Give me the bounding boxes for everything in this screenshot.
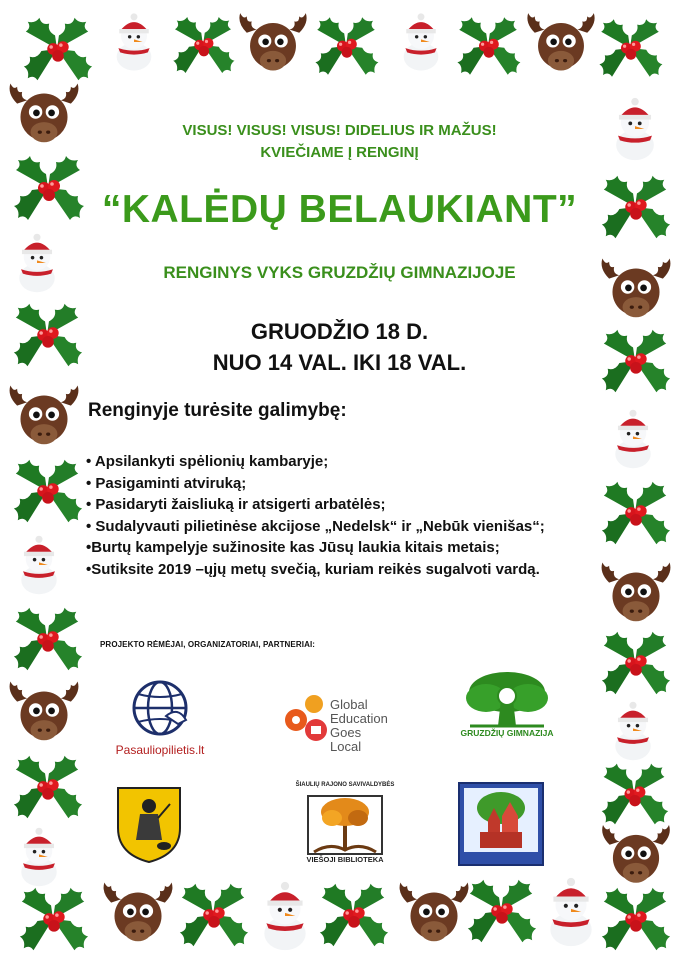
snowman-icon xyxy=(540,870,602,954)
list-item: •Burtų kampelyje sužinosite kas Jūsų laukia kitais metais; xyxy=(86,539,500,556)
list-item: • Apsilankyti spėlionių kambaryje; xyxy=(86,453,329,470)
geg-emblem-icon xyxy=(282,690,330,746)
geg-text xyxy=(330,698,388,754)
event-title: “KALĖDŲ BELAUKIANT” xyxy=(101,188,578,231)
holly-icon xyxy=(8,452,86,530)
holly-icon xyxy=(168,10,238,80)
moose-icon xyxy=(96,876,180,946)
pasauliopilietis-caption: Pasauliopilietis.lt xyxy=(115,743,205,757)
moose-icon xyxy=(520,8,602,74)
moose-icon xyxy=(594,820,678,886)
opportunities-heading: Renginyje turėsite galimybę: xyxy=(88,400,347,421)
global-education-logo xyxy=(282,690,412,756)
snowman-icon xyxy=(254,874,316,958)
sponsors-label: PROJEKTO RĖMĖJAI, ORGANIZATORIAI, PARTNERIAI: xyxy=(100,640,316,649)
geg-line-3: Goes xyxy=(330,725,362,740)
library-logo xyxy=(290,782,400,868)
moose-icon xyxy=(2,380,86,448)
book-icon xyxy=(290,790,400,862)
pasauliopilietis-logo xyxy=(100,676,220,762)
list-item: • Pasidaryti žaisliuką ir atsigerti arbatėlės; xyxy=(86,496,386,513)
holly-icon xyxy=(314,876,392,954)
snowman-icon xyxy=(8,826,70,888)
list-item: • Sudalyvauti pilietinėse akcijose „Nedelsk“ ir „Nebūk vienišas“; xyxy=(86,517,545,535)
geg-line-4: Local xyxy=(330,739,362,754)
holly-icon xyxy=(462,872,540,950)
globe-icon xyxy=(100,676,220,742)
snowman-icon xyxy=(395,2,447,82)
holly-icon xyxy=(174,876,252,954)
snowman-icon xyxy=(108,2,160,82)
holly-icon xyxy=(596,624,674,702)
holly-icon xyxy=(310,10,382,82)
holly-icon xyxy=(14,880,92,958)
shield-icon xyxy=(114,784,184,864)
holly-icon xyxy=(18,10,96,88)
invitation-line-2: KVIEČIAME Į RENGINĮ xyxy=(260,144,419,161)
church-emblem-logo xyxy=(458,782,544,866)
list-item: •Sutiksite 2019 –ųjų metų svečią, kuriam reikės sugalvoti vardą. xyxy=(86,560,540,578)
snowman-icon xyxy=(600,700,666,762)
holly-icon xyxy=(452,10,524,82)
library-caption-top: ŠIAULIŲ RAJONO SAVIVALDYBĖS xyxy=(295,782,395,788)
invitation-text xyxy=(0,120,679,164)
geg-line-2: Education xyxy=(330,711,388,726)
event-datetime xyxy=(0,316,679,378)
holly-icon xyxy=(596,880,674,958)
invitation-line-1: VISUS! VISUS! VISUS! DIDELIUS IR MAŽUS! xyxy=(182,122,497,139)
tree-icon xyxy=(452,670,562,728)
moose-icon xyxy=(2,676,86,744)
holly-icon xyxy=(594,12,666,84)
gimnazija-logo xyxy=(452,670,562,744)
library-caption-bottom: VIEŠOJI BIBLIOTEKA xyxy=(306,855,384,864)
holly-icon xyxy=(8,600,86,678)
moose-icon xyxy=(232,8,314,74)
coat-of-arms-logo xyxy=(114,784,184,864)
church-icon xyxy=(458,782,544,866)
event-date: GRUODŽIO 18 D. xyxy=(250,319,429,344)
event-time: NUO 14 VAL. IKI 18 VAL. xyxy=(212,350,467,375)
gimnazija-caption: GRUZDŽIŲ GIMNAZIJA xyxy=(460,728,554,738)
activities-list xyxy=(86,451,626,580)
event-venue: RENGINYS VYKS GRUZDŽIŲ GIMNAZIJOJE xyxy=(163,263,516,282)
snowman-icon xyxy=(8,534,70,596)
list-item: • Pasigaminti atviruką; xyxy=(86,474,247,492)
geg-line-1: Global xyxy=(330,697,368,712)
holly-icon xyxy=(8,748,86,826)
